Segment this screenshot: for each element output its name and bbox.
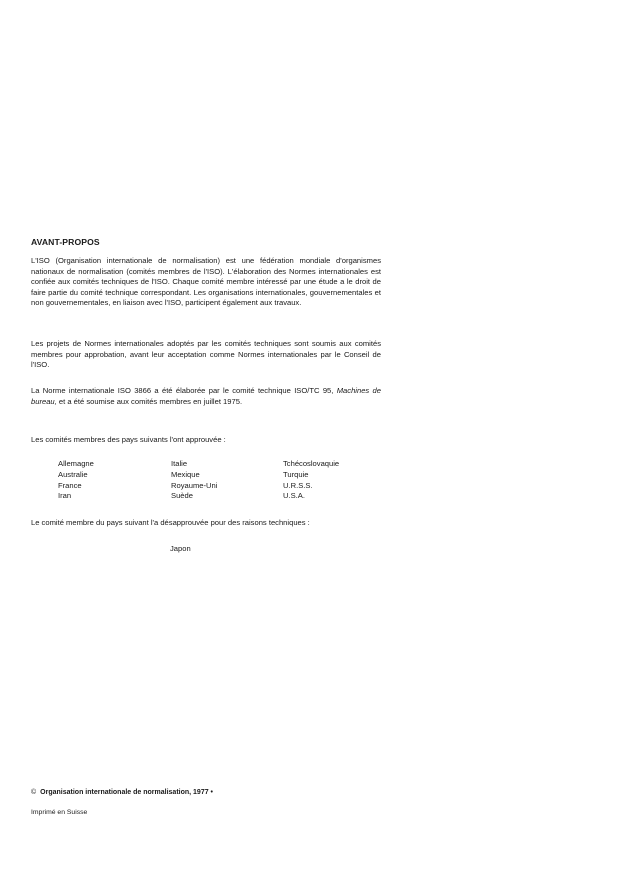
paragraph-standard-origin [31, 386, 381, 407]
approving-countries-list [58, 459, 378, 502]
country-item: Mexique [171, 469, 200, 479]
country-item: Royaume-Uni [171, 480, 218, 490]
copyright-text: Organisation internationale de normalisation, 1977 • [40, 789, 213, 796]
paragraph-approval-process: Les projets de Normes internationales adoptés par les comités techniques sont soumis aux comités membres pour approbation, avant leur acceptation comme Normes internationales par le Conseil de l'ISO. [31, 339, 381, 370]
standard-origin-text-1: La Norme internationale ISO 3866 a été élaborée par le comité technique ISO/TC 95, [31, 386, 337, 395]
committee-name: Machines de bureau, [31, 386, 382, 406]
country-item: Allemagne [58, 459, 94, 468]
country-item: Iran [58, 491, 72, 501]
country-item: Suède [171, 491, 193, 501]
standard-origin-text-2: et a été soumise aux comités membres en juillet 1975. [56, 396, 243, 406]
country-item: U.R.S.S. [283, 480, 313, 490]
country-item: Tchécoslovaquie [283, 459, 340, 468]
country-item: Italie [171, 459, 188, 468]
copyright-symbol: © [31, 789, 37, 796]
copyright-notice [31, 789, 213, 796]
disapproving-country: Japon [170, 544, 191, 553]
country-item: U.S.A. [283, 491, 305, 501]
country-item: France [58, 480, 82, 490]
printed-in-notice: Imprimé en Suisse [31, 809, 88, 816]
paragraph-iso-description: L'ISO (Organisation internationale de normalisation) est une fédération mondiale d'organismes nationaux de normalisation (comités membres de l'ISO). L'élaboration des Normes internationales est confiée aux comités techniques de l'ISO. Chaque comité membre intéressé par une étude a le droit de faire partie du comité technique correspondant. Les organisations internationales, gouvernementales et non gouvernementales, en liaison avec l'ISO, participent également aux travaux. [31, 256, 381, 308]
country-item: Australie [58, 469, 88, 479]
paragraph-approvals-intro: Les comités membres des pays suivants l'ont approuvée : [31, 435, 226, 444]
country-item: Turquie [283, 469, 309, 479]
paragraph-disapprovals-intro: Le comité membre du pays suivant l'a désapprouvée pour des raisons techniques : [31, 518, 310, 527]
section-heading: AVANT-PROPOS [31, 237, 100, 247]
